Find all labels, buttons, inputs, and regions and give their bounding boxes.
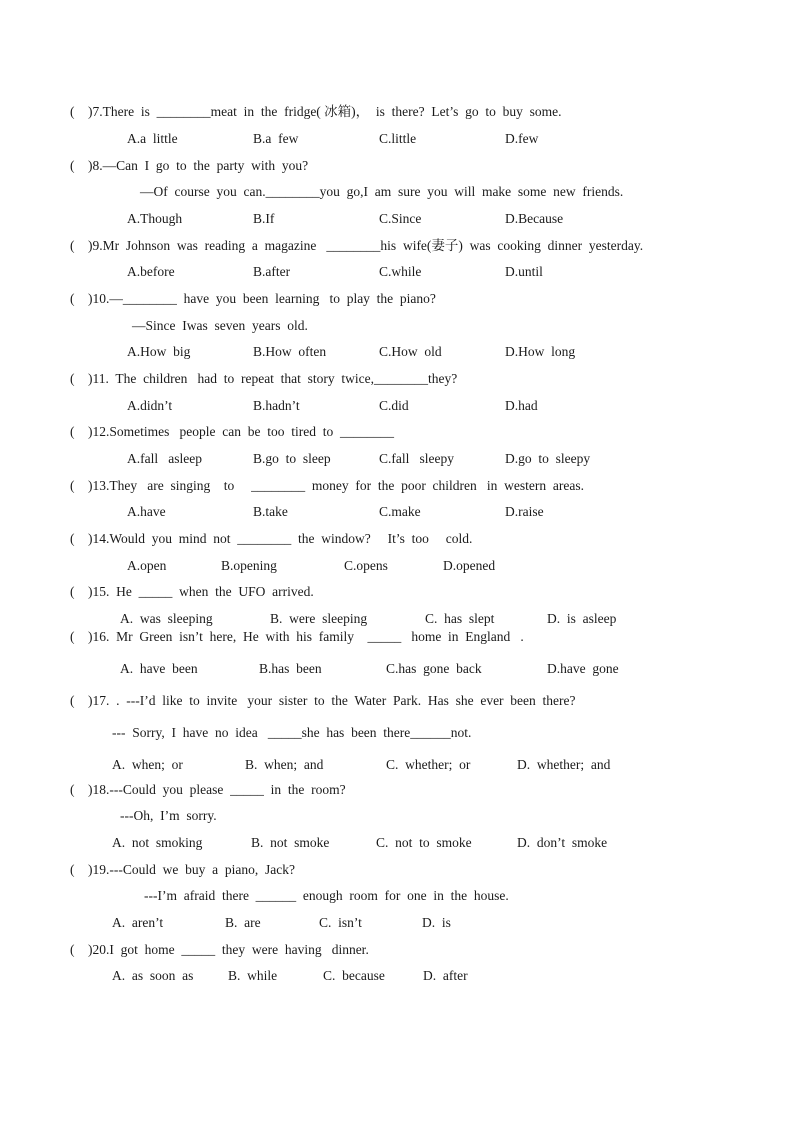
question-16-option-c[interactable]: C.has gone back — [386, 661, 482, 676]
question-17-stem: ( )17. . ---I’d like to invite your sister to the Water Park. Has she ever been there? — [70, 693, 576, 708]
question-14-option-a[interactable]: A.open — [127, 558, 167, 573]
question-14-option-c[interactable]: C.opens — [344, 558, 388, 573]
question-15-option-b[interactable]: B. were sleeping — [270, 611, 368, 626]
question-9-stem: ( )9.Mr Johnson was reading a magazine ________his wife(妻子) was cooking dinner yesterday. — [70, 238, 644, 253]
question-20-option-b[interactable]: B. while — [228, 968, 278, 983]
question-7-option-b[interactable]: B.a few — [253, 131, 299, 146]
question-15-stem: ( )15. He _____ when the UFO arrived. — [70, 584, 314, 599]
question-20-option-c[interactable]: C. because — [323, 968, 385, 983]
question-9-option-b[interactable]: B.after — [253, 264, 291, 279]
question-10-option-d[interactable]: D.How long — [505, 344, 576, 359]
question-10-option-c[interactable]: C.How old — [379, 344, 442, 359]
question-12-option-a[interactable]: A.fall asleep — [127, 451, 202, 466]
question-8-option-b[interactable]: B.If — [253, 211, 275, 226]
question-18-option-a[interactable]: A. not smoking — [112, 835, 203, 850]
question-20-option-d[interactable]: D. after — [423, 968, 468, 983]
question-8-reply: —Of course you can.________you go,I am sure you will make some new friends. — [140, 184, 624, 199]
question-13-stem: ( )13.They are singing to ________ money for the poor children in western areas. — [70, 478, 585, 493]
question-12-stem: ( )12.Sometimes people can be too tired to ________ — [70, 424, 394, 439]
question-17-option-b[interactable]: B. when; and — [245, 757, 324, 772]
question-16-option-b[interactable]: B.has been — [259, 661, 322, 676]
question-17-option-c[interactable]: C. whether; or — [386, 757, 471, 772]
question-19-stem: ( )19.---Could we buy a piano, Jack? — [70, 862, 295, 877]
question-19-option-d[interactable]: D. is — [422, 915, 451, 930]
question-19-option-c[interactable]: C. isn’t — [319, 915, 362, 930]
question-13-option-c[interactable]: C.make — [379, 504, 421, 519]
question-18-option-c[interactable]: C. not to smoke — [376, 835, 472, 850]
question-12-option-b[interactable]: B.go to sleep — [253, 451, 331, 466]
question-20-option-a[interactable]: A. as soon as — [112, 968, 194, 983]
question-18-stem: ( )18.---Could you please _____ in the room? — [70, 782, 346, 797]
question-18-option-d[interactable]: D. don’t smoke — [517, 835, 608, 850]
question-11-option-d[interactable]: D.had — [505, 398, 538, 413]
question-19-option-a[interactable]: A. aren’t — [112, 915, 164, 930]
question-14-stem: ( )14.Would you mind not ________ the window? It’s too cold. — [70, 531, 473, 546]
question-16-stem: ( )16. Mr Green isn’t here, He with his family _____ home in England . — [70, 629, 524, 644]
question-8-option-d[interactable]: D.Because — [505, 211, 564, 226]
question-16-option-a[interactable]: A. have been — [120, 661, 198, 676]
question-15-option-d[interactable]: D. is asleep — [547, 611, 617, 626]
question-14-option-b[interactable]: B.opening — [221, 558, 277, 573]
question-8-option-a[interactable]: A.Though — [127, 211, 183, 226]
question-13-option-a[interactable]: A.have — [127, 504, 166, 519]
question-8-stem: ( )8.—Can I go to the party with you? — [70, 158, 309, 173]
question-7-option-a[interactable]: A.a little — [127, 131, 178, 146]
question-11-option-b[interactable]: B.hadn’t — [253, 398, 300, 413]
question-20-stem: ( )20.I got home _____ they were having dinner. — [70, 942, 369, 957]
question-7-option-d[interactable]: D.few — [505, 131, 539, 146]
question-9-option-c[interactable]: C.while — [379, 264, 422, 279]
question-18-reply: ---Oh, I’m sorry. — [120, 808, 217, 823]
question-18-option-b[interactable]: B. not smoke — [251, 835, 330, 850]
question-10-stem: ( )10.—________ have you been learning to play the piano? — [70, 291, 436, 306]
question-17-option-a[interactable]: A. when; or — [112, 757, 183, 772]
question-10-option-a[interactable]: A.How big — [127, 344, 191, 359]
question-15-option-a[interactable]: A. was sleeping — [120, 611, 213, 626]
question-7-option-c[interactable]: C.little — [379, 131, 417, 146]
question-9-option-d[interactable]: D.until — [505, 264, 543, 279]
question-15-option-c[interactable]: C. has slept — [425, 611, 495, 626]
question-16-option-d[interactable]: D.have gone — [547, 661, 619, 676]
question-9-option-a[interactable]: A.before — [127, 264, 175, 279]
question-10-reply: —Since Iwas seven years old. — [132, 318, 308, 333]
question-12-option-d[interactable]: D.go to sleepy — [505, 451, 591, 466]
question-19-reply: ---I’m afraid there ______ enough room for one in the house. — [144, 888, 509, 903]
question-11-stem: ( )11. The children had to repeat that story twice,________they? — [70, 371, 458, 386]
question-13-option-b[interactable]: B.take — [253, 504, 288, 519]
question-19-option-b[interactable]: B. are — [225, 915, 261, 930]
question-11-option-c[interactable]: C.did — [379, 398, 409, 413]
question-7-stem: ( )7.There is ________meat in the fridge( 冰箱)， is there? Let’s go to buy some. — [70, 104, 562, 119]
question-8-option-c[interactable]: C.Since — [379, 211, 422, 226]
question-10-option-b[interactable]: B.How often — [253, 344, 327, 359]
question-14-option-d[interactable]: D.opened — [443, 558, 496, 573]
question-17-reply: --- Sorry, I have no idea _____she has been there______not. — [112, 725, 472, 740]
question-13-option-d[interactable]: D.raise — [505, 504, 544, 519]
question-12-option-c[interactable]: C.fall sleepy — [379, 451, 454, 466]
question-11-option-a[interactable]: A.didn’t — [127, 398, 173, 413]
question-17-option-d[interactable]: D. whether; and — [517, 757, 611, 772]
